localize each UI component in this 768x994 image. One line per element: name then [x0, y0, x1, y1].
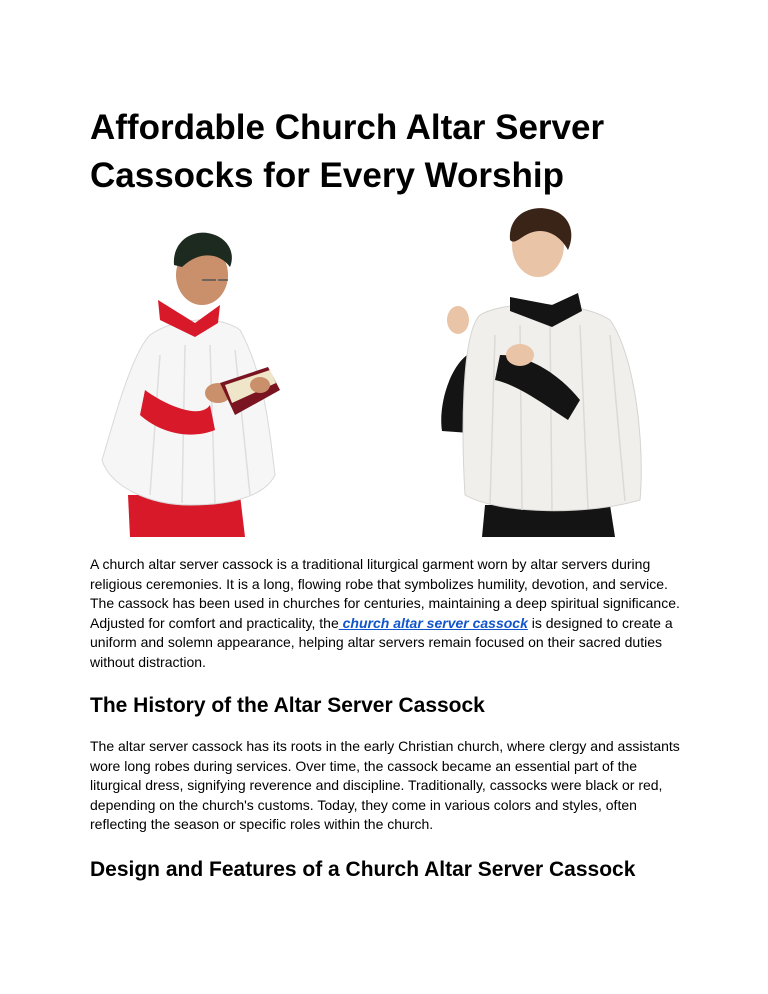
page-title: Affordable Church Altar Server Cassocks for Every Worship	[90, 108, 605, 195]
intro-text-after-link: is designed to create a uniform and solemn appearance, helping altar servers remain focused on their sacred duties without distraction.	[90, 614, 673, 670]
history-paragraph: The altar server cassock has its roots in the early Christian church, where clergy and assistants wore long robes during services. Over time, the cassock became an essential part of the liturgical dress, signifying reverence and discipline. Traditionally, cassocks were black or red, depending on the church's customs. Today, they come in various colors and styles, often reflecting the season or specific roles within the church.	[90, 738, 680, 832]
intro-paragraph	[90, 555, 690, 672]
cassock-link[interactable]: church altar server cassock	[338, 614, 528, 631]
altar-server-black-cassock-figure	[441, 208, 641, 537]
hero-image	[90, 205, 650, 540]
intro-text-before-link: A church altar server cassock is a traditional liturgical garment worn by altar servers during religious ceremonies. It is a long, flowing robe that symbolizes humility, devotion, and service. The cassock has been used in churches for centuries, maintaining a deep spiritual significance. Adjusted for comfort and practicality, the	[90, 556, 680, 631]
altar-server-red-cassock-figure	[102, 233, 280, 537]
section-heading-design: Design and Features of a Church Altar Server Cassock	[90, 858, 636, 881]
section-heading-history: The History of the Altar Server Cassock	[90, 694, 485, 717]
